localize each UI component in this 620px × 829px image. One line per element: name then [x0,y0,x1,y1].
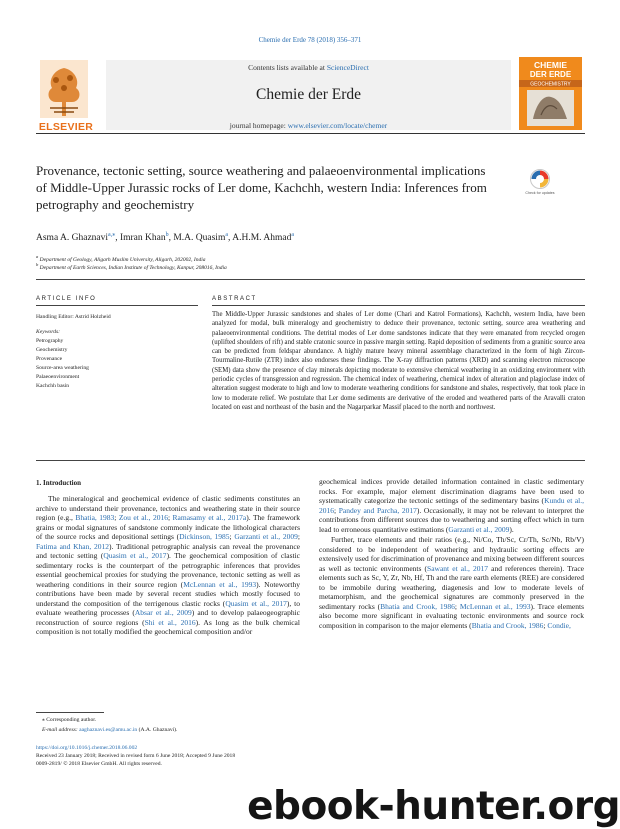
abstract-bottom-divider [36,460,585,461]
homepage-prefix: journal homepage: [229,121,288,130]
intro-paragraph [319,477,584,534]
contents-prefix: Contents lists available at [248,63,327,72]
cover-subtitle: GEOCHEMISTRY [530,81,571,88]
body-text: ; [454,601,460,611]
body-text: and references therein). Trace elements such as Sc, Y, Zr, Nb, Hf, Th and the rare earth elements (REE) are considered to be immobile during weathering, diagenesis and low to moderate levels of metamorphism, and the geochemical signatures are commonly preserved in the sedimentary rocks ( [319,563,585,611]
citation-link[interactable]: Absar et al., 2009 [134,608,192,617]
abstract-text: The Middle-Upper Jurassic sandstones and shales of Ler dome (Chari and Katrol Formations), Kachchh, western India, have been analyzed for modal, bulk mineralogy and geochemistry to deduce their provenance, tectonic setting, source area weathering and palaeoenvironmental conditions. The detrital modes of Ler dome sandstones indicate that they were emanated from recycled orogen (uplifted shoulders of rift) and stable cratonic source in passive margin setting. Rapid deposition of sediments from a granitic source area can be predicted from feldspar abundance. A highly mature heavy mineral assemblage characterized in the form of high Zircon-Tourmaline-Rutile (ZTR) index also endorses these findings. The X-ray diffraction patterns (XRD) and scanning electron microscope (SEM) data show the presence of clay minerals depicting moderate to extensive chemical weathering in an oxidizing environment with periodic cycles of transgression and regression. The chemical index of weathering, chemical index of alteration and plagioclase index of alteration suggest moderate to high and low to moderate weathering conditions for sandstone and shales, respectively, that took place in low to moderate relief. We postulate that Ler dome sediments are derivative of the eroded and weathered parts of the Aravalli craton located on east and northeast of the basin and the Nagarparkar Massif placed to the north and northwest. [212,311,585,411]
body-text: ; [334,505,339,515]
keywords-list [36,337,89,391]
keyword-item: Palaeoenvironment [36,374,80,380]
body-text: ). The geochemical composition of clastic sedimentary rocks is the counterpart of the petrographic inferences that provides essential geochemical proxies for studying the provenance, tectonic setting as well as weathering conditions in their source region ( [36,551,300,589]
citation-link[interactable]: Bhatia, 1983 [75,513,115,522]
email-label: E-mail address: [42,727,80,733]
body-text: ). As long as the bulk chemical composition is not totally modified the geochemical composition and/or [36,617,300,636]
watermark-text: ebook-hunter.org [247,784,620,829]
author-name[interactable]: M.A. Quasim [173,233,226,244]
copyright-notice: 0009-2819/ © 2018 Elsevier GmbH. All rights reserved. [36,761,162,767]
citation-link[interactable]: Shi et al., 2016 [144,617,196,627]
affiliation-marker: b [36,262,39,267]
article-info-divider [36,305,198,306]
email-suffix: (A.A. Ghaznavi). [137,727,178,733]
body-text: ). Traditional petrographic analysis can reveal the provenance and tectonic setting ( [36,541,301,560]
body-text: geochemical indices provide detailed information contained in clastic sedimentary rocks. For example, major element discrimination diagrams have been used to systematically categorize the tectonic settings of the sedimentary basins ( [319,477,584,505]
keyword-item: Petrography [36,338,64,344]
elsevier-tree-logo [36,58,92,130]
author-affiliation-marker[interactable]: a [291,232,295,238]
body-text: ; [114,513,119,522]
journal-name: Chemie der Erde [255,86,361,103]
header-divider [36,133,585,134]
elsevier-wordmark: ELSEVIER [38,121,94,133]
body-text: ; [297,532,300,541]
citation-link[interactable]: Sawant et al., 2017 [427,563,489,573]
body-text: ) and to develop palaeogeographic reconstruction of source regions ( [36,608,300,627]
body-text: ). Occasionally, it may not be relevant to interpret the contributions from different sources due to weathering and sorting effect which in turn lead to erroneous quantitative estimations ( [319,505,584,534]
author-affiliation-marker[interactable]: b [165,232,169,238]
citation-link[interactable]: Pandey and Parcha, 2017 [338,505,417,515]
affiliation-b [36,262,576,271]
article-info-heading: ARTICLE INFO [36,296,97,302]
body-text: ), to evaluate weathering processes ( [36,598,300,617]
homepage-link[interactable]: www.elsevier.com/locate/chemer [287,121,388,130]
citation-link[interactable]: McLennan et al., 1993 [459,601,531,611]
journal-citation[interactable]: Chemie der Erde 78 (2018) 356–371 [258,36,362,44]
body-column-left [36,494,300,637]
author-name[interactable]: Asma A. Ghaznavi [36,233,109,244]
keyword-item: Kachchh basin [36,383,70,389]
keyword-item: Source-area weathering [36,365,89,371]
citation-link[interactable]: Ramasamy et al., 2017a [172,513,247,522]
abstract-heading: ABSTRACT [212,296,257,302]
body-text: ). [509,524,514,534]
sciencedirect-link[interactable]: ScienceDirect [326,63,369,72]
corresponding-author-note: ⁎ Corresponding author. [42,717,97,723]
body-text: ; [543,620,548,630]
journal-cover-image[interactable] [519,57,582,130]
body-text: ). Trace elements also become more significant in evaluating tectonic environments and source rock composition in comparison to the major elements ( [319,601,585,630]
citation-link[interactable]: Quasim et al., 2017 [225,598,287,608]
citation-link[interactable]: Bhatia and Crook, 1986 [471,620,544,630]
author-affiliation-marker[interactable]: a [225,232,229,238]
intro-paragraph [319,535,584,630]
footnote-divider [36,712,104,713]
citation-link[interactable]: Dickinson, 1985 [179,532,230,541]
email-footnote [42,727,177,733]
keywords-heading: Keywords: [36,329,61,335]
body-text: Further, trace elements and their ratios (e.g., Ni/Co, Th/Sc, Cr/Th, Sc/Nb, Rb/V) considered to be independent of weathering and hydraulic sorting effects are extensively used for discrimination of provenance and mixing between different sources as well as tectonic environments ( [319,535,584,573]
check-for-updates-icon[interactable] [527,168,553,202]
citation-link[interactable]: McLennan et al., 1993 [183,579,257,589]
citation-link[interactable]: Fatima and Khan, 2012 [36,541,110,551]
affiliation-text: Department of Earth Sciences, Indian Institute of Technology, Kanpur, 208016, India [39,264,227,271]
keyword-item: Geochemistry [36,347,68,353]
check-updates-label: Check for updates [525,191,555,195]
abstract-divider [212,305,585,306]
body-text: ). Noteworthy contributions have been made by several recent studies which mostly focused to understand the composition of the terrigenous clastic rocks ( [36,579,300,608]
citation-link[interactable]: Garzanti et al., 2009 [234,532,298,541]
cover-title-2: DER ERDE [529,70,572,79]
body-column-right [319,477,584,630]
journal-homepage [106,121,511,130]
handling-editor: Handling Editor: Astrid Holzheid [36,314,111,320]
citation-link[interactable]: Garzanti et al., 2009 [448,524,510,534]
author-affiliation-marker[interactable]: a,⁎ [108,232,116,238]
contents-availability [106,63,511,72]
citation-link[interactable]: Kundu et al., 2016 [319,496,584,515]
doi-link[interactable]: https://doi.org/10.1016/j.chemer.2018.06.002 [36,745,138,751]
received-dates: Received 23 January 2018; Received in revised form 6 June 2018; Accepted 9 June 2018 [36,753,236,759]
body-text: ; [229,532,235,541]
affiliation-marker: a [36,254,39,259]
author-name[interactable]: A.H.M. Ahmad [232,233,292,244]
author-list: Asma A. Ghaznavi$^{a,⁎}$, Imran Khan$^b$, M.A. Quasim$^a$, A.H.M. Ahmad$^a$ [36,232,295,244]
body-text: ). The framework grains or modal signatures of sandstone commonly indicate the lithological characters of the source rocks and depositional settings ( [36,513,300,541]
citation-link[interactable]: Condie, [547,620,571,630]
body-text: The mineralogical and geochemical evidence of clastic sediments constitutes an archive to understand their provenance, tectonics and weathering state in their source region (e.g., [36,494,300,522]
citation-link[interactable]: Bhatia and Crook, 1986 [380,601,455,611]
introduction-heading: 1. Introduction [36,479,81,487]
email-link[interactable]: aaghaznavi.es@amu.ac.in [79,727,138,733]
section-divider [36,279,585,280]
author-name[interactable]: Imran Khan [119,233,166,244]
citation-link[interactable]: Quasim et al., 2017 [103,551,167,560]
cover-title-1: CHEMIE [533,60,568,70]
body-text: ; [167,513,173,522]
affiliation-text: Department of Geology, Aligarh Muslim University, Aligarh, 202002, India [39,256,206,263]
intro-paragraph [36,494,300,637]
article-title: Provenance, tectonic setting, source weathering and palaeoenvironmental implications of Middle-Upper Jurassic rocks of Ler dome, Kachchh, western India: Inferences from petrography and geochemistry [36,163,487,212]
keyword-item: Provenance [36,356,63,362]
citation-link[interactable]: Zou et al., 2016 [118,513,168,522]
